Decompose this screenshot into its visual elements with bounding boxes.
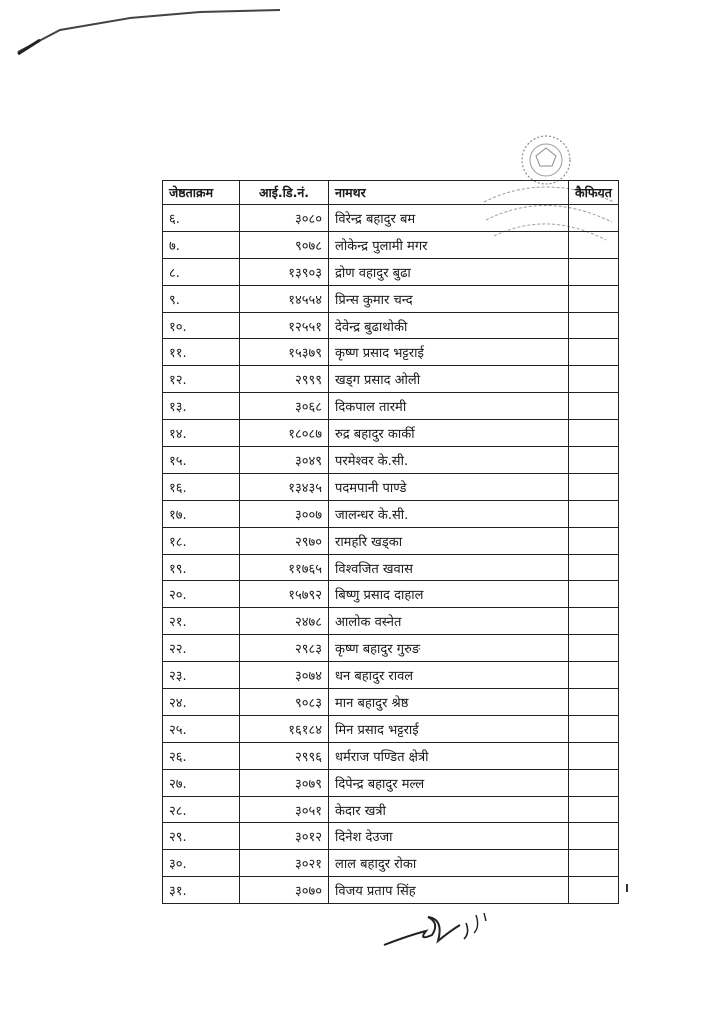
table-row — [163, 527, 619, 554]
id-number-cell: ३०६८ — [240, 393, 329, 420]
seniority-cell: १७. — [163, 500, 240, 527]
name-cell: बिष्णु प्रसाद दाहाल — [329, 581, 569, 608]
seniority-cell: २२. — [163, 635, 240, 662]
name-cell: पदमपानी पाण्डे — [329, 473, 569, 500]
header-id-number: आई.डि.नं. — [240, 181, 329, 205]
table-row — [163, 742, 619, 769]
name-cell: दिकपाल तारमी — [329, 393, 569, 420]
remarks-cell — [569, 635, 619, 662]
id-number-cell: ३०४९ — [240, 447, 329, 474]
seniority-cell: ३०. — [163, 850, 240, 877]
id-number-cell: ३०७४ — [240, 662, 329, 689]
seniority-cell: २७. — [163, 769, 240, 796]
remarks-cell — [569, 769, 619, 796]
id-number-cell: १५३७९ — [240, 339, 329, 366]
scan-edge-mark — [0, 0, 300, 60]
name-cell: रुद्र बहादुर कार्की — [329, 420, 569, 447]
table-row — [163, 581, 619, 608]
name-cell: विजय प्रताप सिंह — [329, 877, 569, 904]
seniority-cell: २०. — [163, 581, 240, 608]
name-cell: दिपेन्द्र बहादुर मल्ल — [329, 769, 569, 796]
seniority-cell: १२. — [163, 366, 240, 393]
table-row — [163, 473, 619, 500]
id-number-cell: १३९०३ — [240, 258, 329, 285]
table-row — [163, 877, 619, 904]
table-row — [163, 608, 619, 635]
remarks-cell — [569, 339, 619, 366]
name-cell: मिन प्रसाद भट्टराई — [329, 715, 569, 742]
remarks-cell — [569, 877, 619, 904]
name-cell: प्रिन्स कुमार चन्द — [329, 285, 569, 312]
seniority-cell: १५. — [163, 447, 240, 474]
seniority-cell: ११. — [163, 339, 240, 366]
id-number-cell: ११७६५ — [240, 554, 329, 581]
remarks-cell — [569, 527, 619, 554]
id-number-cell: ३०५१ — [240, 796, 329, 823]
name-cell: कृष्ण बहादुर गुरुङ — [329, 635, 569, 662]
header-seniority: जेष्ठताक्रम — [163, 181, 240, 205]
seniority-cell: ९. — [163, 285, 240, 312]
remarks-cell — [569, 581, 619, 608]
seniority-cell: १४. — [163, 420, 240, 447]
remarks-cell — [569, 796, 619, 823]
name-cell: लाल बहादुर रोका — [329, 850, 569, 877]
remarks-cell — [569, 205, 619, 232]
table-row — [163, 205, 619, 232]
name-cell: खड्ग प्रसाद ओली — [329, 366, 569, 393]
id-number-cell: ३०१२ — [240, 823, 329, 850]
remarks-cell — [569, 715, 619, 742]
remarks-cell — [569, 473, 619, 500]
remarks-cell — [569, 742, 619, 769]
name-cell: आलोक वस्नेत — [329, 608, 569, 635]
seniority-cell: ८. — [163, 258, 240, 285]
table-body — [163, 205, 619, 904]
table-row — [163, 796, 619, 823]
seniority-cell: २९. — [163, 823, 240, 850]
name-cell: रामहरि खड्का — [329, 527, 569, 554]
seniority-cell: २६. — [163, 742, 240, 769]
remarks-cell — [569, 500, 619, 527]
remarks-cell — [569, 608, 619, 635]
seniority-cell: १०. — [163, 312, 240, 339]
name-cell: परमेश्वर के.सी. — [329, 447, 569, 474]
table-row — [163, 258, 619, 285]
id-number-cell: २९८३ — [240, 635, 329, 662]
id-number-cell: ९०७८ — [240, 231, 329, 258]
table-row — [163, 339, 619, 366]
table-row — [163, 554, 619, 581]
seniority-cell: ६. — [163, 205, 240, 232]
table-row — [163, 420, 619, 447]
seniority-cell: २३. — [163, 662, 240, 689]
id-number-cell: २४७८ — [240, 608, 329, 635]
name-cell: विश्वजित खवास — [329, 554, 569, 581]
id-number-cell: २९९९ — [240, 366, 329, 393]
table-header-row — [163, 181, 619, 205]
name-cell: जालन्धर के.सी. — [329, 500, 569, 527]
id-number-cell: ३००७ — [240, 500, 329, 527]
name-cell: विरेन्द्र बहादुर बम — [329, 205, 569, 232]
name-cell: धर्मराज पण्डित क्षेत्री — [329, 742, 569, 769]
name-cell: दिनेश देउजा — [329, 823, 569, 850]
seniority-cell: २१. — [163, 608, 240, 635]
handwritten-signature-icon — [380, 905, 500, 955]
remarks-cell — [569, 231, 619, 258]
seniority-cell: ३१. — [163, 877, 240, 904]
header-remarks: कैफियत — [569, 181, 619, 205]
remarks-cell — [569, 312, 619, 339]
remarks-cell — [569, 823, 619, 850]
table-row — [163, 231, 619, 258]
seniority-cell: २८. — [163, 796, 240, 823]
name-cell: केदार खत्री — [329, 796, 569, 823]
name-cell: मान बहादुर श्रेष्ठ — [329, 689, 569, 716]
seniority-cell: १९. — [163, 554, 240, 581]
remarks-cell — [569, 258, 619, 285]
table-row — [163, 662, 619, 689]
id-number-cell: १३४३५ — [240, 473, 329, 500]
id-number-cell: १६१८४ — [240, 715, 329, 742]
remarks-cell — [569, 554, 619, 581]
name-cell: द्रोण वहादुर बुढा — [329, 258, 569, 285]
seniority-cell: २५. — [163, 715, 240, 742]
table-row — [163, 285, 619, 312]
table-row — [163, 500, 619, 527]
name-cell: कृष्ण प्रसाद भट्टराई — [329, 339, 569, 366]
id-number-cell: १४५५४ — [240, 285, 329, 312]
id-number-cell: ३०७९ — [240, 769, 329, 796]
id-number-cell: ३०८० — [240, 205, 329, 232]
name-cell: देवेन्द्र बुढाथोकी — [329, 312, 569, 339]
id-number-cell: १५७९२ — [240, 581, 329, 608]
id-number-cell: ३०२१ — [240, 850, 329, 877]
remarks-cell — [569, 366, 619, 393]
id-number-cell: २९९६ — [240, 742, 329, 769]
id-number-cell: १२५५१ — [240, 312, 329, 339]
table-row — [163, 769, 619, 796]
seniority-cell: १३. — [163, 393, 240, 420]
remarks-cell — [569, 420, 619, 447]
seniority-cell: १६. — [163, 473, 240, 500]
id-number-cell: ९०८३ — [240, 689, 329, 716]
table-row — [163, 366, 619, 393]
id-number-cell: ३०७० — [240, 877, 329, 904]
table-row — [163, 850, 619, 877]
remarks-cell — [569, 393, 619, 420]
table-row — [163, 715, 619, 742]
remarks-cell — [569, 447, 619, 474]
header-name: नामथर — [329, 181, 569, 205]
table-row — [163, 393, 619, 420]
table-row — [163, 635, 619, 662]
table-row — [163, 447, 619, 474]
table-row — [163, 689, 619, 716]
table-row — [163, 312, 619, 339]
seniority-cell: १८. — [163, 527, 240, 554]
remarks-cell — [569, 285, 619, 312]
name-cell: धन बहादुर रावल — [329, 662, 569, 689]
seniority-cell: २४. — [163, 689, 240, 716]
stray-ink-mark — [626, 884, 628, 892]
remarks-cell — [569, 689, 619, 716]
name-cell: लोकेन्द्र पुलामी मगर — [329, 231, 569, 258]
table-row — [163, 823, 619, 850]
remarks-cell — [569, 662, 619, 689]
seniority-cell: ७. — [163, 231, 240, 258]
remarks-cell — [569, 850, 619, 877]
id-number-cell: २९७० — [240, 527, 329, 554]
seniority-table — [162, 180, 619, 904]
id-number-cell: १८०८७ — [240, 420, 329, 447]
